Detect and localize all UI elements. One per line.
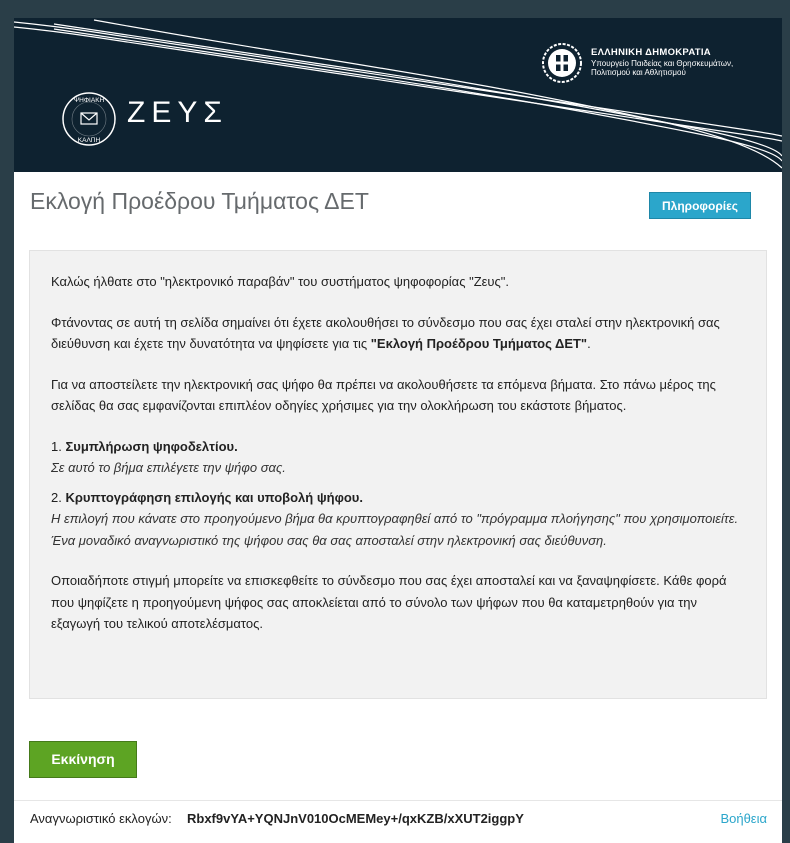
election-id-label: Αναγνωριστικό εκλογών: xyxy=(30,811,172,826)
site-header xyxy=(14,18,782,172)
seal-bottom-text: ΚΑΛΠΗ xyxy=(77,137,101,144)
step-2-title: Κρυπτογράφηση επιλογής και υποβολή ψήφου. xyxy=(65,489,363,505)
election-name: "Εκλογή Προέδρου Τμήματος ΔΕΤ" xyxy=(370,336,588,351)
gov-subtitle xyxy=(591,59,761,77)
steps-intro: Για να αποστείλετε την ηλεκτρονική σας ψήφο θα πρέπει να ακολουθήσετε τα επόμενα βήματα. Στο πάνω μέρος της σελίδας θα σας εμφανίζονται επιπλέον οδηγίες χρήσιμες για την ολοκλήρωση του εκάστοτε βήματος. xyxy=(51,376,716,413)
instructions-panel xyxy=(29,250,767,699)
seal-top-text: ΨΗΦΙΑΚΗ xyxy=(73,97,105,104)
start-button[interactable]: Εκκίνηση xyxy=(29,741,137,778)
gov-subtitle-line-1: Υπουργείο Παιδείας και Θρησκευμάτων, xyxy=(591,59,734,68)
welcome-text: Καλώς ήλθατε στο "ηλεκτρονικό παραβάν" του συστήματος ψηφοφορίας "Ζευς". xyxy=(51,274,510,289)
help-link[interactable]: Βοήθεια xyxy=(720,811,767,826)
step-1-title: Συμπλήρωση ψηφοδελτίου. xyxy=(65,438,238,454)
page-title: Εκλογή Προέδρου Τμήματος ΔΕΤ xyxy=(30,188,369,214)
intro-prefix: Φτάνοντας σε αυτή τη σελίδα σημαίνει ότι έχετε ακολουθήσει το σύνδεσμο που σας έχει σταλεί στην ηλεκτρονική σας διεύθυνση και έχετε την δυνατότητα να ψηφίσετε για τις xyxy=(51,314,720,351)
gov-title: ΕΛΛΗΝΙΚΗ ΔΗΜΟΚΡΑΤΙΑ xyxy=(591,47,711,58)
intro-suffix: . xyxy=(587,336,591,351)
decorative-stripes xyxy=(14,18,782,172)
envelope-icon xyxy=(81,113,97,124)
step-1 xyxy=(51,436,746,479)
footer xyxy=(14,800,782,843)
info-button[interactable]: Πληροφορίες xyxy=(649,192,751,219)
election-id-value: Rbxf9vYA+YQNJnV010OcMEMey+/qxKZB/xXUT2iggpY xyxy=(187,811,524,826)
step-2 xyxy=(51,487,746,552)
greek-emblem-icon xyxy=(541,42,583,84)
step-1-number: 1. xyxy=(51,438,62,454)
revote-paragraph: Οποιαδήποτε στιγμή μπορείτε να επισκεφθείτε το σύνδεσμο που σας έχει αποσταλεί και να ξαναψηφίσετε. Κάθε φορά που ψηφίζετε η προηγούμενη ψήφος σας αποκλείεται από το σύνολο των ψήφων που θα καταμετρηθούν για την εξαγωγή του τελικού αποτελέσματος. xyxy=(51,573,727,631)
zeus-seal-logo xyxy=(60,90,118,148)
step-1-description: Σε αυτό το βήμα επιλέγετε την ψήφο σας. xyxy=(51,460,286,475)
step-2-number: 2. xyxy=(51,489,62,505)
step-2-description: Η επιλογή που κάνατε στο προηγούμενο βήμα θα κρυπτογραφηθεί από το "πρόγραμμα πλοήγησης" που χρησιμοποιείτε. Ένα μοναδικό αναγνωριστικό της ψήφου σας θα σας αποσταλεί στην ηλεκτρονική σας διεύθυνση. xyxy=(51,511,739,548)
page-frame xyxy=(14,18,782,843)
gov-subtitle-line-2: Πολιτισμού και Αθλητισμού xyxy=(591,68,686,77)
intro-paragraph xyxy=(51,312,746,355)
zeus-logo-text: ΖΕΥΣ xyxy=(127,96,228,129)
